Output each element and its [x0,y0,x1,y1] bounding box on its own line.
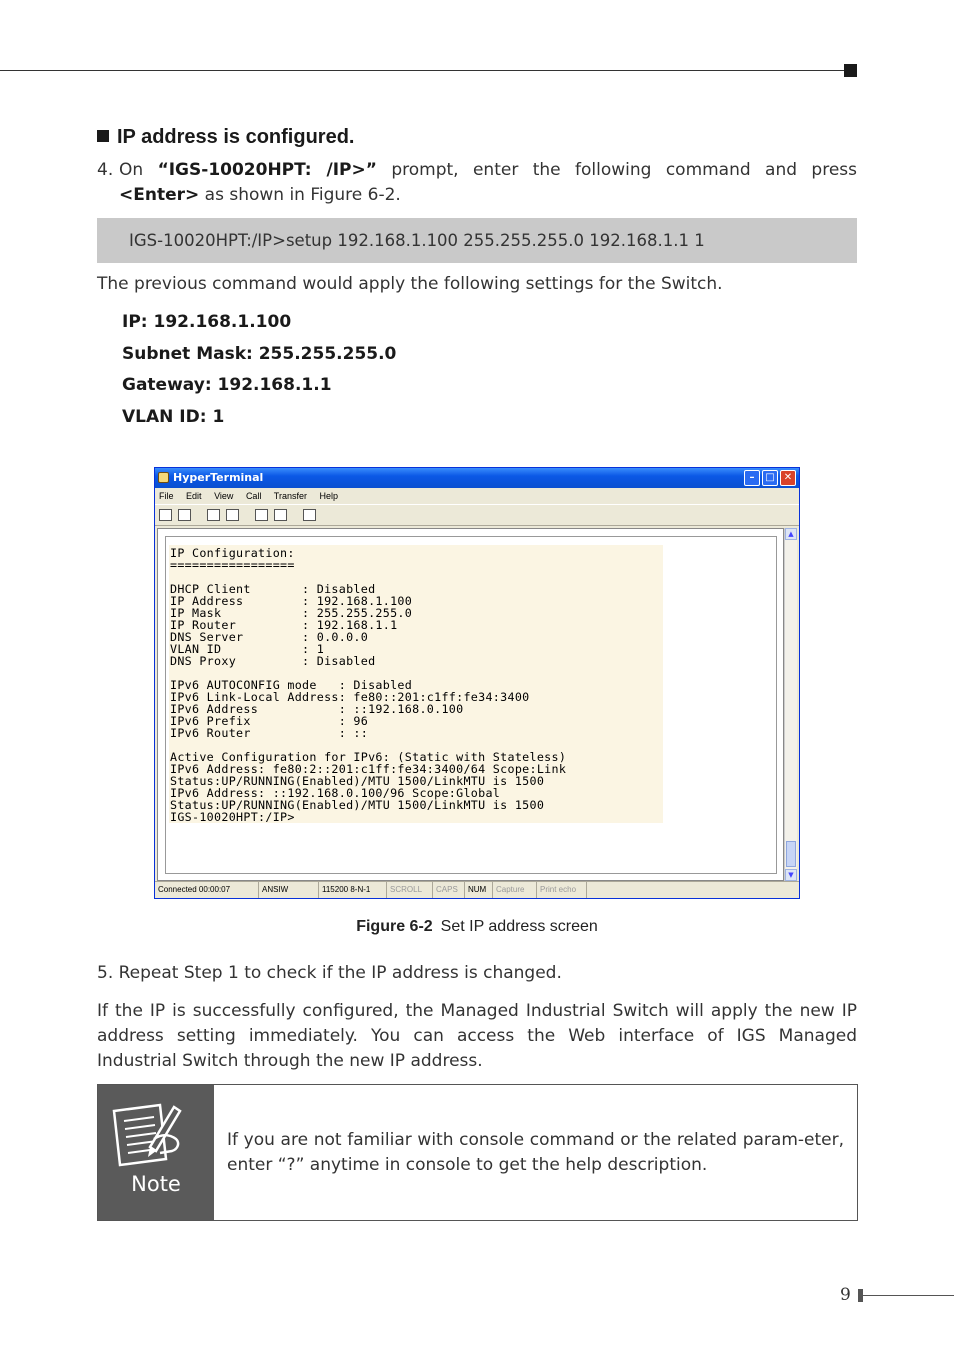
terminal-output: IP Configuration: ================= DHCP Client : Disabled IP Address : 192.168.1.100 IP Mask : 255.255.255.0 IP Router : 192.168.1.1 DNS Server : 0.0.0.0 VLAN ID : 1 DNS Proxy : Disabled IPv6 AUTOCONFIG mode : Disabled IPv6 Link-Local Address: fe80::201:c1ff:fe34:3400 IPv6 Address : ::192.168.0.100 IPv6 Prefix : 96 IPv6 Router : :: Active Configuration for IPv6: (Static with Stateless) IPv6 Address: fe80:2::201:c1ff:fe34:3400/64 Scope:Link Status:UP/RUNNING(Enabled)/MTU 1500/LinkMTU is 1500 IPv6 Address: ::192.168.0.100/96 Scope:Global Status:UP/RUNNING(Enabled)/MTU 1500/LinkMTU is 1500 IGS-10020HPT:/IP> [169,545,663,823]
prompt-text: “IGS-10020HPT: /IP>” [157,160,377,180]
status-num: NUM [465,882,493,898]
setting-subnet-mask: Subnet Mask: 255.255.255.0 [122,343,397,364]
status-connected: Connected 00:00:07 [155,882,259,898]
hyperterminal-window [154,467,800,899]
note-text: If you are not familiar with console command or the related param-eter, enter “?” anytime in console to get the help description. [227,1130,844,1175]
status-print-echo: Print echo [537,882,587,898]
section-heading: IP address is configured. [97,126,354,149]
toolbar [155,504,799,526]
figure-caption: Figure 6-2 Set IP address screen [356,918,598,935]
setting-ip: IP: 192.168.1.100 [122,312,292,332]
receive-icon[interactable] [274,509,287,521]
connect-icon[interactable] [207,509,220,521]
menu-help[interactable]: Help [319,491,339,501]
menu-transfer[interactable]: Transfer [273,491,307,501]
menu-bar [155,488,799,504]
menu-call[interactable]: Call [245,491,262,501]
terminal-area[interactable] [157,528,784,881]
open-icon[interactable] [178,509,191,521]
minimize-button[interactable]: – [744,470,760,486]
disconnect-icon[interactable] [226,509,239,521]
vertical-scrollbar[interactable] [784,528,797,881]
enter-key-text: <Enter> [119,185,200,205]
scroll-down-icon[interactable]: ▼ [785,869,797,881]
setting-gateway: Gateway: 192.168.1.1 [122,375,332,395]
send-icon[interactable] [255,509,268,521]
note-box [97,1084,858,1221]
properties-icon[interactable] [303,509,316,521]
status-capture: Capture [493,882,537,898]
new-icon[interactable] [159,509,172,521]
close-button[interactable]: ✕ [780,470,796,486]
status-caps: CAPS [433,882,465,898]
status-emulation: ANSIW [259,882,319,898]
scroll-thumb[interactable] [786,841,796,867]
note-label: Note [131,1172,181,1196]
status-scroll: SCROLL [387,882,433,898]
square-bullet-icon [97,130,109,142]
window-titlebar: HyperTerminal – □ ✕ [155,468,799,488]
step-5-paragraph: 5. Repeat Step 1 to check if the IP address is changed. [97,963,562,983]
setting-vlan-id: VLAN ID: 1 [122,406,225,427]
command-box: IGS-10020HPT:/IP>setup 192.168.1.100 255.255.255.0 192.168.1.1 1 [97,218,857,263]
menu-edit[interactable]: Edit [186,491,202,501]
header-square-mark [844,64,857,77]
footer-rule [863,1295,954,1296]
page-number: 9 [840,1285,851,1305]
step-4-paragraph: 4. On “IGS-10020HPT: /IP>” prompt, enter the following command and press <Enter> as shown in Figure 6-2. [97,160,858,205]
maximize-button[interactable]: □ [762,470,778,486]
status-port-settings: 115200 8-N-1 [319,882,387,898]
result-paragraph: If the IP is successfully configured, the Managed Industrial Switch will apply the new IP address setting immediately. You can access the Web interface of IGS Managed Industrial Switch through the new IP address. [97,1001,857,1071]
hyperterminal-icon [158,472,169,483]
menu-view[interactable]: View [214,491,234,501]
menu-file[interactable]: File [159,491,174,501]
note-pencil-icon [110,1099,184,1171]
status-bar [155,881,799,898]
intro-paragraph: The previous command would apply the following settings for the Switch. [97,274,723,294]
scroll-up-icon[interactable]: ▲ [785,528,797,540]
header-rule [0,70,848,71]
note-sidebar [98,1085,214,1220]
settings-list [122,308,396,434]
